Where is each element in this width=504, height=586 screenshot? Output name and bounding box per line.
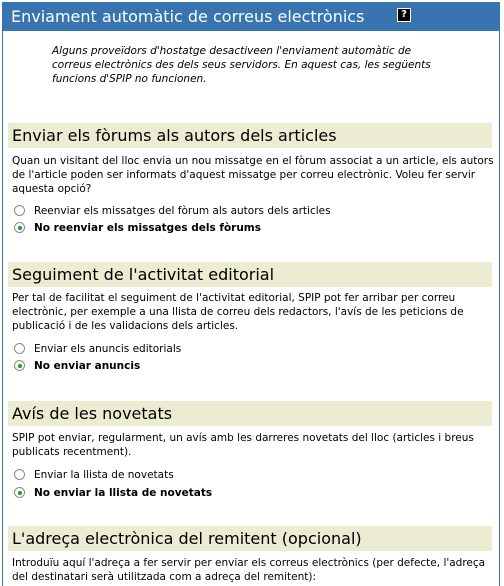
option-no-send-editorial[interactable]	[14, 359, 140, 373]
radio-send-editorial[interactable]	[14, 343, 25, 354]
section-description-forums: Quan un visitant del lloc envia un nou missatge en el fòrum associat a un article, els autors de l'article poden ser informats d'aquest missatge per correu electrònic. Voleu fer servir aquesta opció?	[12, 155, 494, 195]
section-description-sender: Introduïu aquí l'adreça a fer servir per enviar els correus electrònics (per defecte, l'adreça del destinatari serà utilitzada com a adreça del remitent):	[12, 557, 486, 583]
option-send-editorial[interactable]	[14, 342, 181, 356]
option-label: No enviar la llista de novetats	[34, 487, 213, 499]
radio-no-send-editorial[interactable]	[14, 360, 25, 371]
option-no-send-news[interactable]	[14, 486, 212, 500]
option-label: No reenviar els missatges dels fòrums	[34, 222, 261, 234]
section-description-editorial: Per tal de facilitat el seguiment de l'activitat editorial, SPIP pot fer arribar per correu electrònic, per exemple a una llista de correu dels redactors, l'avís de les peticions de publicació i de les validacions dels articles.	[12, 292, 464, 332]
option-forward-forums[interactable]	[14, 204, 331, 218]
radio-send-news[interactable]	[14, 469, 25, 480]
intro-text: Alguns proveïdors d'hostatge desactiveen l'enviament automàtic de correus electrònics des dels seus servidors. En aquest cas, les següents funcions d'SPIP no funcionen.	[52, 45, 431, 85]
help-icon[interactable]: ?	[397, 8, 411, 22]
radio-forward-forums[interactable]	[14, 205, 25, 216]
section-title-forums: Enviar els fòrums als autors dels articles	[8, 123, 492, 148]
radio-no-forward-forums[interactable]	[14, 222, 25, 233]
section-description-news: SPIP pot enviar, regularment, un avís amb les darreres novetats del lloc (articles i breus publicats recentment).	[12, 432, 474, 458]
option-label: Enviar els anuncis editorials	[34, 343, 182, 355]
option-label: Reenviar els missatges del fòrum als autors dels articles	[34, 205, 331, 217]
option-label: No enviar anuncis	[34, 360, 141, 372]
section-title-news: Avís de les novetats	[8, 401, 492, 426]
radio-no-send-news[interactable]	[14, 487, 25, 498]
panel-header	[3, 3, 499, 31]
panel-title: Enviament automàtic de correus electrònics	[11, 7, 365, 26]
option-label: Enviar la llista de novetats	[34, 469, 174, 481]
option-send-news[interactable]	[14, 468, 174, 482]
section-title-sender: L'adreça electrònica del remitent (opcional)	[8, 526, 492, 551]
section-title-editorial: Seguiment de l'activitat editorial	[8, 262, 492, 287]
option-no-forward-forums[interactable]	[14, 221, 261, 235]
